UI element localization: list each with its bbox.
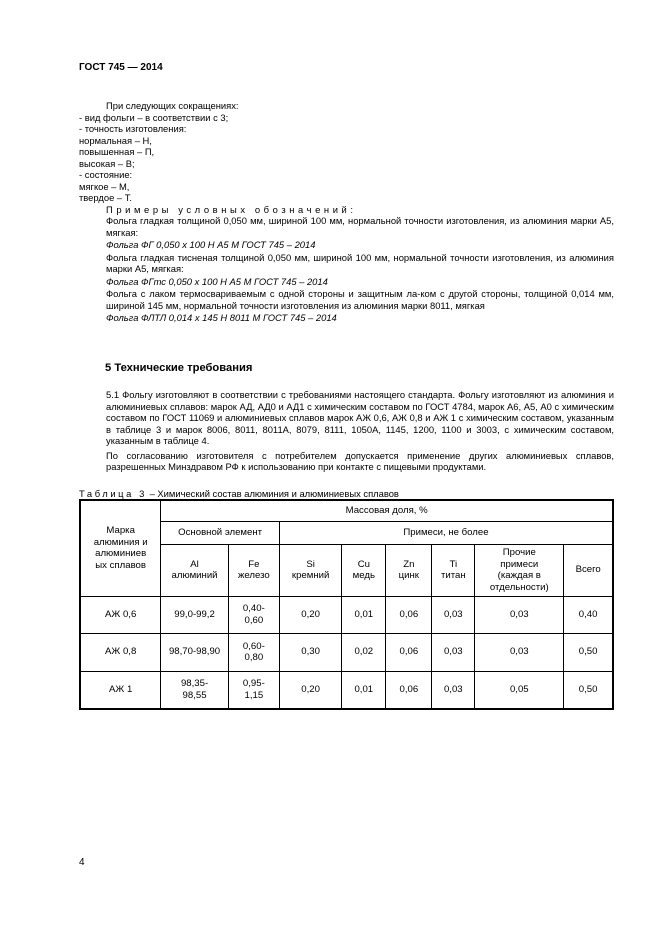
column-header-al: Al алюминий [161, 544, 229, 596]
column-header-ti: Ti титан [432, 544, 475, 596]
table-caption-number: Таблица 3 [79, 488, 147, 499]
cell-total: 0,50 [564, 671, 613, 709]
paragraph-agreement: По согласованию изготовителя с потребителем допускается применение других алюминиевых сплавов, разрешенных Минздравом РФ к использованию при контакте с пищевыми продуктами. [106, 449, 614, 472]
example-1-text: Фольга гладкая толщиной 0,050 мм, шириной 100 мм, нормальной точности изготовления, из алюминия марки А5, мягкая: [106, 215, 614, 238]
cell-grade: АЖ 0,8 [80, 633, 161, 671]
intro-line: мягкое – М, [79, 180, 130, 192]
table-row [80, 633, 613, 671]
cell-other: 0,03 [475, 633, 564, 671]
cell-cu: 0,01 [342, 596, 386, 633]
intro-line: высокая – В; [79, 157, 135, 169]
intro-line: - точность изготовления: [79, 123, 187, 134]
cell-zn: 0,06 [386, 633, 432, 671]
examples-heading: Примеры условных обозначений: [106, 203, 357, 215]
base-element-header: Основной элемент [161, 521, 280, 544]
page-header: ГОСТ 745 — 2014 [79, 62, 163, 73]
column-header-other: Прочие примеси (каждая в отдельности) [475, 544, 564, 596]
example-3-text: Фольга с лаком термосвариваемым с одной стороны и защитным ла-ком с другой стороны, толщиной 0,014 мм, шириной 145 мм, нормальной точности изготовления из алюминия марки 8011, мягкая [106, 288, 614, 311]
mass-fraction-header: Массовая доля, % [161, 500, 613, 521]
cell-zn: 0,06 [386, 671, 432, 709]
column-header-fe: Fe железо [228, 544, 279, 596]
column-header-si: Si кремний [279, 544, 341, 596]
paragraph-5-1: 5.1 Фольгу изготовляют в соответствии с требованиями настоящего стандарта. Фольгу изготовляют из алюминия и алюминиевых сплавов: марок АД, АД0 и АД1 с химическим составом по ГОСТ 4784, марок А6, А5, А0 с химическим составом по ГОСТ 11069 и алюминиевых сплавов марок АЖ 0,6, АЖ 0,8 и АЖ 1 с химическим составом, указанным в таблице 3 и марок 8006, 8011, 8011А, 8079, 8111, 1050А, 1145, 1200, 1100 и 3003, с химическим составом, указанным в таблице 4. [106, 389, 614, 446]
table-row [80, 671, 613, 709]
abbreviations-block [79, 100, 614, 325]
cell-al: 98,35- 98,55 [161, 671, 229, 709]
cell-other: 0,03 [475, 596, 564, 633]
cell-cu: 0,02 [342, 633, 386, 671]
cell-si: 0,20 [279, 671, 341, 709]
cell-grade: АЖ 0,6 [80, 596, 161, 633]
cell-si: 0,30 [279, 633, 341, 671]
cell-cu: 0,01 [342, 671, 386, 709]
impurities-header: Примеси, не более [279, 521, 613, 544]
cell-al: 99,0-99,2 [161, 596, 229, 633]
section-title: 5 Технические требования [105, 362, 253, 374]
cell-other: 0,05 [475, 671, 564, 709]
page-number: 4 [79, 857, 85, 868]
cell-fe: 0,95- 1,15 [228, 671, 279, 709]
cell-zn: 0,06 [386, 596, 432, 633]
column-header-zn: Zn цинк [386, 544, 432, 596]
cell-total: 0,50 [564, 633, 613, 671]
example-2-designation: Фольга ФГтс 0,050 х 100 Н А5 М ГОСТ 745 – 2014 [106, 275, 328, 287]
cell-fe: 0,60- 0,80 [228, 633, 279, 671]
column-header-total: Всего [564, 544, 613, 596]
chemical-composition-table [79, 499, 614, 710]
column-header-cu: Cu медь [342, 544, 386, 596]
cell-ti: 0,03 [432, 633, 475, 671]
intro-line: - состояние: [79, 169, 133, 180]
cell-ti: 0,03 [432, 596, 475, 633]
intro-line: твердое – Т. [79, 192, 132, 203]
table-caption-title: – Химический состав алюминия и алюминиевых сплавов [146, 488, 399, 499]
table-row [80, 596, 613, 633]
table-caption [79, 488, 399, 499]
example-1-designation: Фольга ФГ 0,050 х 100 Н А5 М ГОСТ 745 – 2014 [106, 239, 316, 250]
cell-total: 0,40 [564, 596, 613, 633]
cell-si: 0,20 [279, 596, 341, 633]
cell-grade: АЖ 1 [80, 671, 161, 709]
intro-line: При следующих сокращениях: [106, 100, 239, 111]
example-3-designation: Фольга ФЛТЛ 0,014 х 145 Н 8011 М ГОСТ 745 – 2014 [106, 312, 337, 323]
intro-line: - вид фольги – в соответствии с 3; [79, 111, 229, 123]
example-2-text: Фольга гладкая тисненая толщиной 0,050 мм, шириной 100 мм, нормальной точности изготовления, из алюминия марки А5, мягкая: [106, 251, 614, 274]
cell-fe: 0,40- 0,60 [228, 596, 279, 633]
intro-line: нормальная – Н, [79, 134, 152, 146]
intro-line: повышенная – П, [79, 146, 155, 157]
grade-header-cell: Марка алюминия и алюминиев ых сплавов [80, 500, 161, 596]
cell-ti: 0,03 [432, 671, 475, 709]
requirements-block [79, 389, 614, 473]
cell-al: 98,70-98,90 [161, 633, 229, 671]
